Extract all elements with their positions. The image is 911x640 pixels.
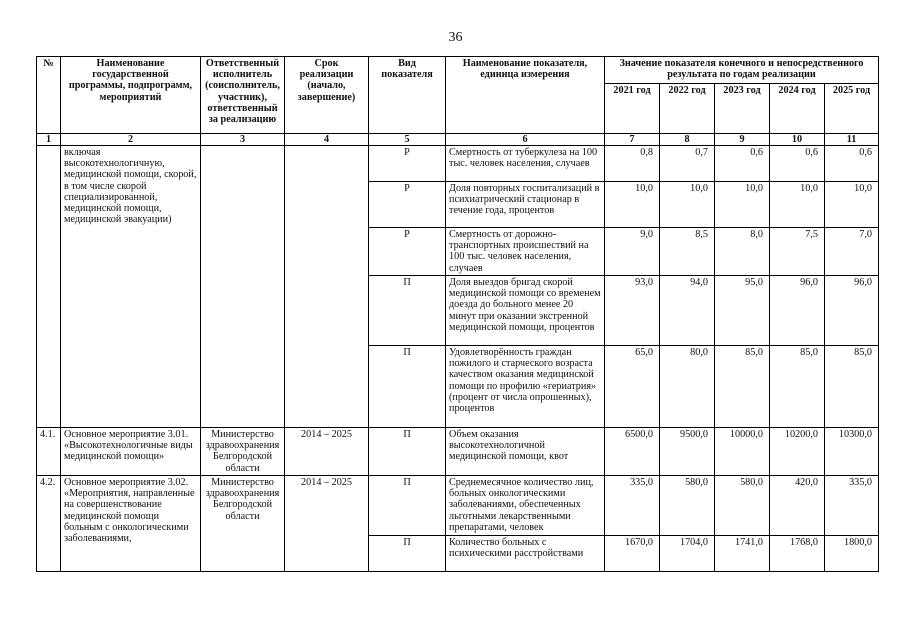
column-number: 10 <box>770 134 825 146</box>
header-values-group: Значение показателя конечного и непосредственного результата по годам реализации <box>605 57 879 84</box>
header-year: 2023 год <box>715 84 770 134</box>
column-number: 1 <box>37 134 61 146</box>
value: 9,0 <box>605 228 660 276</box>
value: 10300,0 <box>825 428 879 476</box>
executor: Министерство здравоохранения Белгородской области <box>201 428 285 476</box>
header-row <box>37 57 879 84</box>
value: 7,5 <box>770 228 825 276</box>
row-num: 4.2. <box>37 476 61 572</box>
value: 7,0 <box>825 228 879 276</box>
row-num <box>37 146 61 428</box>
column-number: 4 <box>285 134 369 146</box>
value: 0,6 <box>715 146 770 182</box>
header-term: Срок реализации (начало, завершение) <box>285 57 369 134</box>
value: 1800,0 <box>825 536 879 572</box>
indicator-name: Доля выездов бригад скорой медицинской помощи со временем доезда до больного менее 20 минут при оказании экстренной медицинской помощи, процентов <box>446 276 605 346</box>
value: 96,0 <box>770 276 825 346</box>
header-name: Наименование государственной программы, подпрограмм, мероприятий <box>61 57 201 134</box>
indicator-name: Доля повторных госпитализаций в психиатрический стационар в течение года, процентов <box>446 182 605 228</box>
indicator-type: П <box>369 346 446 428</box>
value: 10200,0 <box>770 428 825 476</box>
header-type: Вид показателя <box>369 57 446 134</box>
column-number: 3 <box>201 134 285 146</box>
value: 85,0 <box>825 346 879 428</box>
indicator-type: Р <box>369 146 446 182</box>
value: 85,0 <box>770 346 825 428</box>
header-num: № <box>37 57 61 134</box>
column-number: 5 <box>369 134 446 146</box>
column-number: 2 <box>61 134 201 146</box>
table-row <box>37 476 879 536</box>
column-number: 11 <box>825 134 879 146</box>
value: 10,0 <box>770 182 825 228</box>
indicator-type: П <box>369 428 446 476</box>
indicator-type: П <box>369 476 446 536</box>
program-name: Основное мероприятие 3.02. «Мероприятия, направленные на совершенствование медицинской помощи больным с онкологическими заболеваниями, <box>61 476 201 572</box>
value: 580,0 <box>715 476 770 536</box>
header-year: 2021 год <box>605 84 660 134</box>
value: 6500,0 <box>605 428 660 476</box>
value: 95,0 <box>715 276 770 346</box>
column-number: 7 <box>605 134 660 146</box>
indicators-table <box>36 56 879 572</box>
value: 335,0 <box>605 476 660 536</box>
value: 80,0 <box>660 346 715 428</box>
table-row <box>37 146 879 182</box>
indicator-name: Смертность от дорожно-транспортных происшествий на 100 тыс. человек населения, случаев <box>446 228 605 276</box>
value: 10,0 <box>605 182 660 228</box>
indicator-name: Количество больных с психическими расстройствами <box>446 536 605 572</box>
column-numbers-row <box>37 134 879 146</box>
value: 10,0 <box>715 182 770 228</box>
header-year: 2024 год <box>770 84 825 134</box>
value: 93,0 <box>605 276 660 346</box>
value: 420,0 <box>770 476 825 536</box>
column-number: 6 <box>446 134 605 146</box>
value: 1704,0 <box>660 536 715 572</box>
page-number: 36 <box>448 30 463 45</box>
header-year: 2022 год <box>660 84 715 134</box>
indicator-type: Р <box>369 182 446 228</box>
program-name: включая высокотехнологичную, медицинской помощи, скорой, в том числе скорой специализированной, медицинской помощи, медицинской эвакуации) <box>61 146 201 428</box>
value: 1741,0 <box>715 536 770 572</box>
value: 580,0 <box>660 476 715 536</box>
value: 9500,0 <box>660 428 715 476</box>
indicator-type: Р <box>369 228 446 276</box>
table-row <box>37 428 879 476</box>
term: 2014 – 2025 <box>285 428 369 476</box>
value: 94,0 <box>660 276 715 346</box>
value: 0,6 <box>825 146 879 182</box>
indicator-name: Смертность от туберкулеза на 100 тыс. человек населения, случаев <box>446 146 605 182</box>
column-number: 8 <box>660 134 715 146</box>
value: 1670,0 <box>605 536 660 572</box>
indicator-name: Удовлетворённость граждан пожилого и старческого возраста качеством оказания медицинской помощи по профилю «гериатрия» (процент от числа опрошенных), процентов <box>446 346 605 428</box>
column-number: 9 <box>715 134 770 146</box>
value: 0,6 <box>770 146 825 182</box>
value: 65,0 <box>605 346 660 428</box>
header-executor: Ответственный исполнитель (соисполнитель, участник), ответственный за реализацию <box>201 57 285 134</box>
value: 8,0 <box>715 228 770 276</box>
header-indicator: Наименование показателя, единица измерения <box>446 57 605 134</box>
indicator-name: Среднемесячное количество лиц, больных онкологическими заболеваниями, обеспеченных льготными лекарственными препаратами, человек <box>446 476 605 536</box>
indicator-name: Объем оказания высокотехнологичной медицинской помощи, квот <box>446 428 605 476</box>
indicator-type: П <box>369 276 446 346</box>
row-num: 4.1. <box>37 428 61 476</box>
program-name: Основное мероприятие 3.01. «Высокотехнологичные виды медицинской помощи» <box>61 428 201 476</box>
value: 96,0 <box>825 276 879 346</box>
value: 0,8 <box>605 146 660 182</box>
value: 8,5 <box>660 228 715 276</box>
executor <box>201 146 285 428</box>
value: 335,0 <box>825 476 879 536</box>
header-year: 2025 год <box>825 84 879 134</box>
value: 1768,0 <box>770 536 825 572</box>
value: 10,0 <box>660 182 715 228</box>
value: 0,7 <box>660 146 715 182</box>
term: 2014 – 2025 <box>285 476 369 572</box>
term <box>285 146 369 428</box>
value: 85,0 <box>715 346 770 428</box>
indicator-type: П <box>369 536 446 572</box>
executor: Министерство здравоохранения Белгородской области <box>201 476 285 572</box>
value: 10,0 <box>825 182 879 228</box>
value: 10000,0 <box>715 428 770 476</box>
